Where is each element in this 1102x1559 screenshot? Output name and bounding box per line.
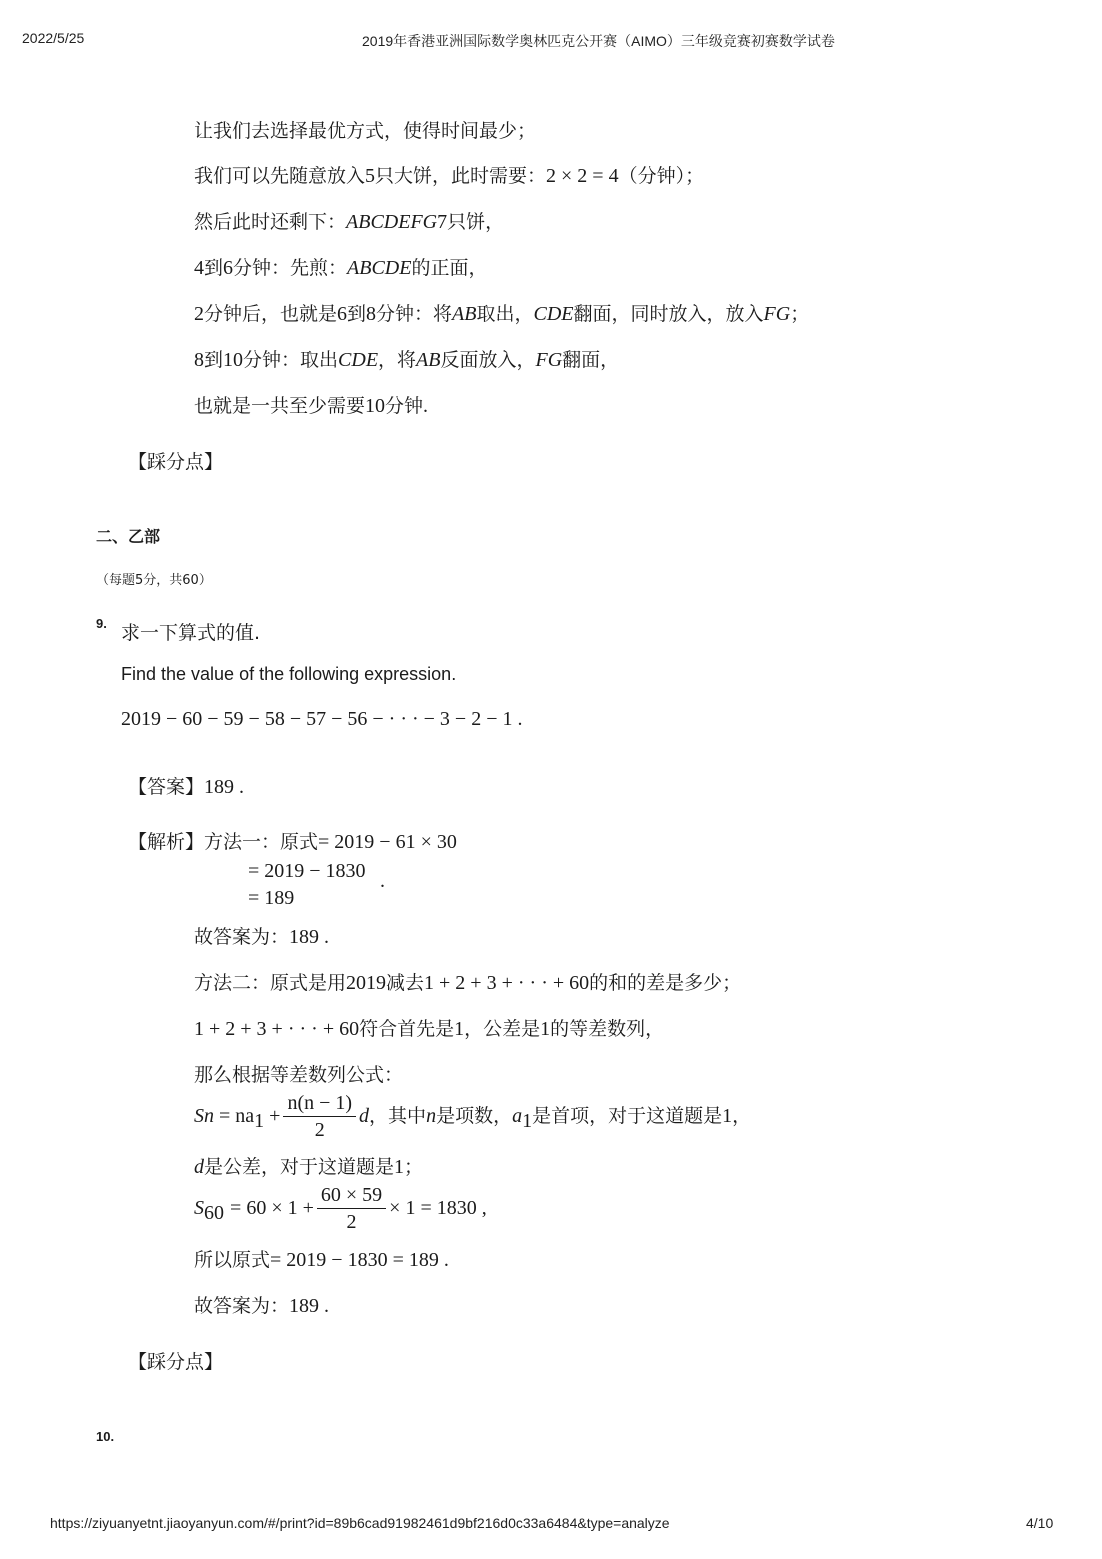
math-var: a: [512, 1105, 523, 1127]
plus: +: [269, 1105, 281, 1127]
solution-line-7: [194, 391, 428, 418]
num: 6: [337, 303, 348, 325]
answer-line: [128, 772, 244, 799]
method-2-line: [194, 968, 741, 995]
num: 6: [223, 257, 234, 279]
question-number: 9.: [96, 616, 107, 631]
solution-line-1: [194, 116, 536, 143]
num: 1: [454, 1018, 465, 1040]
numerator: n(n − 1): [283, 1090, 356, 1117]
text: ；: [790, 303, 810, 325]
text: 让我们去选择最优方式，使得时间最少；: [194, 120, 537, 142]
answer-summary-2: [194, 1291, 329, 1318]
math-var: CDE: [338, 349, 379, 371]
section-title: 二、乙部: [96, 527, 161, 546]
method-1-step-2: = 2019 − 1830: [248, 860, 366, 882]
text: 只大饼，此时需要：: [375, 165, 547, 187]
question-text-cn: 求一下算式的值.: [121, 622, 261, 644]
text: 然后此时还剩下：: [194, 211, 347, 233]
math-var: d: [194, 1156, 204, 1178]
d-line: [194, 1152, 423, 1179]
text: 方法二：原式是用: [194, 972, 347, 994]
num: 189 .: [289, 926, 330, 948]
num: 8: [366, 303, 377, 325]
question-expression: 2019 − 60 − 59 − 58 − 57 − 56 − · · · − 3 − 2 − 1 .: [121, 708, 523, 730]
answer-summary-1: [194, 922, 329, 949]
num: 7: [437, 211, 448, 233]
answer-label: 【答案】: [128, 776, 205, 798]
text: ，将: [378, 349, 417, 371]
formula-intro: 那么根据等差数列公式：: [194, 1064, 404, 1086]
text: 减去: [386, 972, 425, 994]
period: .: [423, 395, 429, 417]
text: 我们可以先随意放入: [194, 165, 366, 187]
question-number-10: 10.: [96, 1429, 115, 1444]
solution-line-3: [194, 207, 504, 234]
text: 翻面，: [562, 349, 620, 371]
math-expr: 1 + 2 + 3 + · · · + 60: [194, 1018, 360, 1040]
text: 的等差数列，: [550, 1018, 665, 1040]
num: 8: [194, 349, 204, 371]
math-expr: = 2019 − 1830 = 189 .: [270, 1249, 449, 1271]
key-points-label: 【踩分点】: [128, 451, 224, 473]
method-1-step-3: = 189: [248, 887, 295, 909]
math-expr: = 60 × 1 +: [230, 1197, 314, 1219]
text: 分钟后，也就是: [204, 303, 338, 325]
math-var: d: [359, 1105, 370, 1127]
num: 1: [722, 1105, 733, 1127]
text: 的正面，: [411, 257, 488, 279]
text: 也就是一共至少需要: [194, 395, 366, 417]
num: 2019: [346, 972, 387, 994]
math-expr: = 2019 − 61 × 30: [318, 831, 457, 853]
math-var: FG: [763, 303, 791, 325]
math-var: AB: [452, 303, 477, 325]
text: 分钟：先煎：: [233, 257, 348, 279]
solution-line-2: [194, 161, 704, 188]
numerator: 60 × 59: [317, 1182, 386, 1209]
text: 到: [347, 303, 367, 325]
num: 1: [540, 1018, 551, 1040]
analysis-label: 【解析】: [128, 831, 205, 853]
result-line: [194, 1245, 449, 1272]
math-var: ABCDEFG: [346, 211, 438, 233]
text: ；: [404, 1156, 424, 1178]
text: 分钟：将: [376, 303, 453, 325]
text: 反面放入，: [440, 349, 536, 371]
method-1-text: 方法一：原式: [204, 831, 319, 853]
text: 取出，: [476, 303, 534, 325]
math-var: ABCDE: [347, 257, 412, 279]
question-text-en: Find the value of the following expression.: [121, 664, 457, 684]
math-var: FG: [535, 349, 563, 371]
text: 只饼，: [447, 211, 505, 233]
analysis-line: [128, 827, 457, 854]
fraction: [283, 1090, 356, 1143]
num: 1: [394, 1156, 405, 1178]
solution-line-6: [194, 345, 619, 372]
text: ，公差是: [464, 1018, 541, 1040]
s60-line: [194, 1182, 487, 1235]
num: 10: [223, 349, 244, 371]
math-expr: [214, 1105, 281, 1132]
subscript: 1: [254, 1110, 265, 1132]
math-expr: 2 × 2 = 4: [546, 165, 619, 187]
section-note: （每题5分，共60）: [96, 573, 212, 588]
math-var: CDE: [533, 303, 574, 325]
math-var: S: [194, 1197, 204, 1219]
text: ，其中: [369, 1105, 427, 1127]
num: 2: [194, 303, 204, 325]
text: 是首项，对于这道题是: [532, 1105, 723, 1127]
text: 分钟: [385, 395, 424, 417]
subscript: 1: [522, 1109, 533, 1132]
header-date: 2022/5/25: [22, 30, 85, 46]
text: 到: [204, 257, 224, 279]
denominator: 2: [314, 1119, 325, 1141]
text: 故答案为：: [194, 926, 290, 948]
text: 到: [204, 349, 224, 371]
formula-line: [194, 1090, 751, 1143]
subscript: 60: [204, 1201, 224, 1224]
math-var: AB: [416, 349, 441, 371]
text: 所以原式: [194, 1249, 271, 1271]
math-var: n: [426, 1105, 437, 1127]
text: 分钟：取出: [243, 349, 339, 371]
text: 是公差，对于这道题是: [204, 1156, 395, 1178]
method-1-dot: .: [380, 870, 385, 892]
num: 4: [194, 257, 204, 279]
text: （分钟）；: [618, 165, 705, 187]
footer-url: https://ziyuanyetnt.jiaoyanyun.com/#/print?id=89b6cad91982461d9bf216d0c33a6484&type=analyze: [50, 1515, 670, 1531]
text: 故答案为：: [194, 1295, 290, 1317]
header-title: 2019年香港亚洲国际数学奥林匹克公开赛（AIMO）三年级竞赛初赛数学试卷: [362, 33, 835, 49]
text: 是项数，: [436, 1105, 513, 1127]
num: 10: [365, 395, 386, 417]
math-var: Sn: [194, 1105, 214, 1127]
num: 189 .: [289, 1295, 330, 1317]
math-expr: 1 + 2 + 3 + · · · + 60: [424, 972, 590, 994]
text: ，: [732, 1105, 752, 1127]
footer-page: 4/10: [1026, 1515, 1054, 1531]
solution-line-4: [194, 253, 487, 280]
solution-line-5: [194, 299, 809, 326]
series-line: [194, 1014, 664, 1041]
denominator: 2: [346, 1211, 357, 1233]
answer-value: 189 .: [204, 776, 245, 798]
text: 符合首先是: [359, 1018, 455, 1040]
num: 5: [365, 165, 376, 187]
fraction: [317, 1182, 386, 1235]
text: 翻面，同时放入，放入: [573, 303, 764, 325]
math-expr: × 1 = 1830 ,: [389, 1197, 487, 1219]
text: 的和的差是多少；: [589, 972, 742, 994]
key-points-label-2: 【踩分点】: [128, 1351, 224, 1373]
math-text: = na: [219, 1105, 255, 1127]
